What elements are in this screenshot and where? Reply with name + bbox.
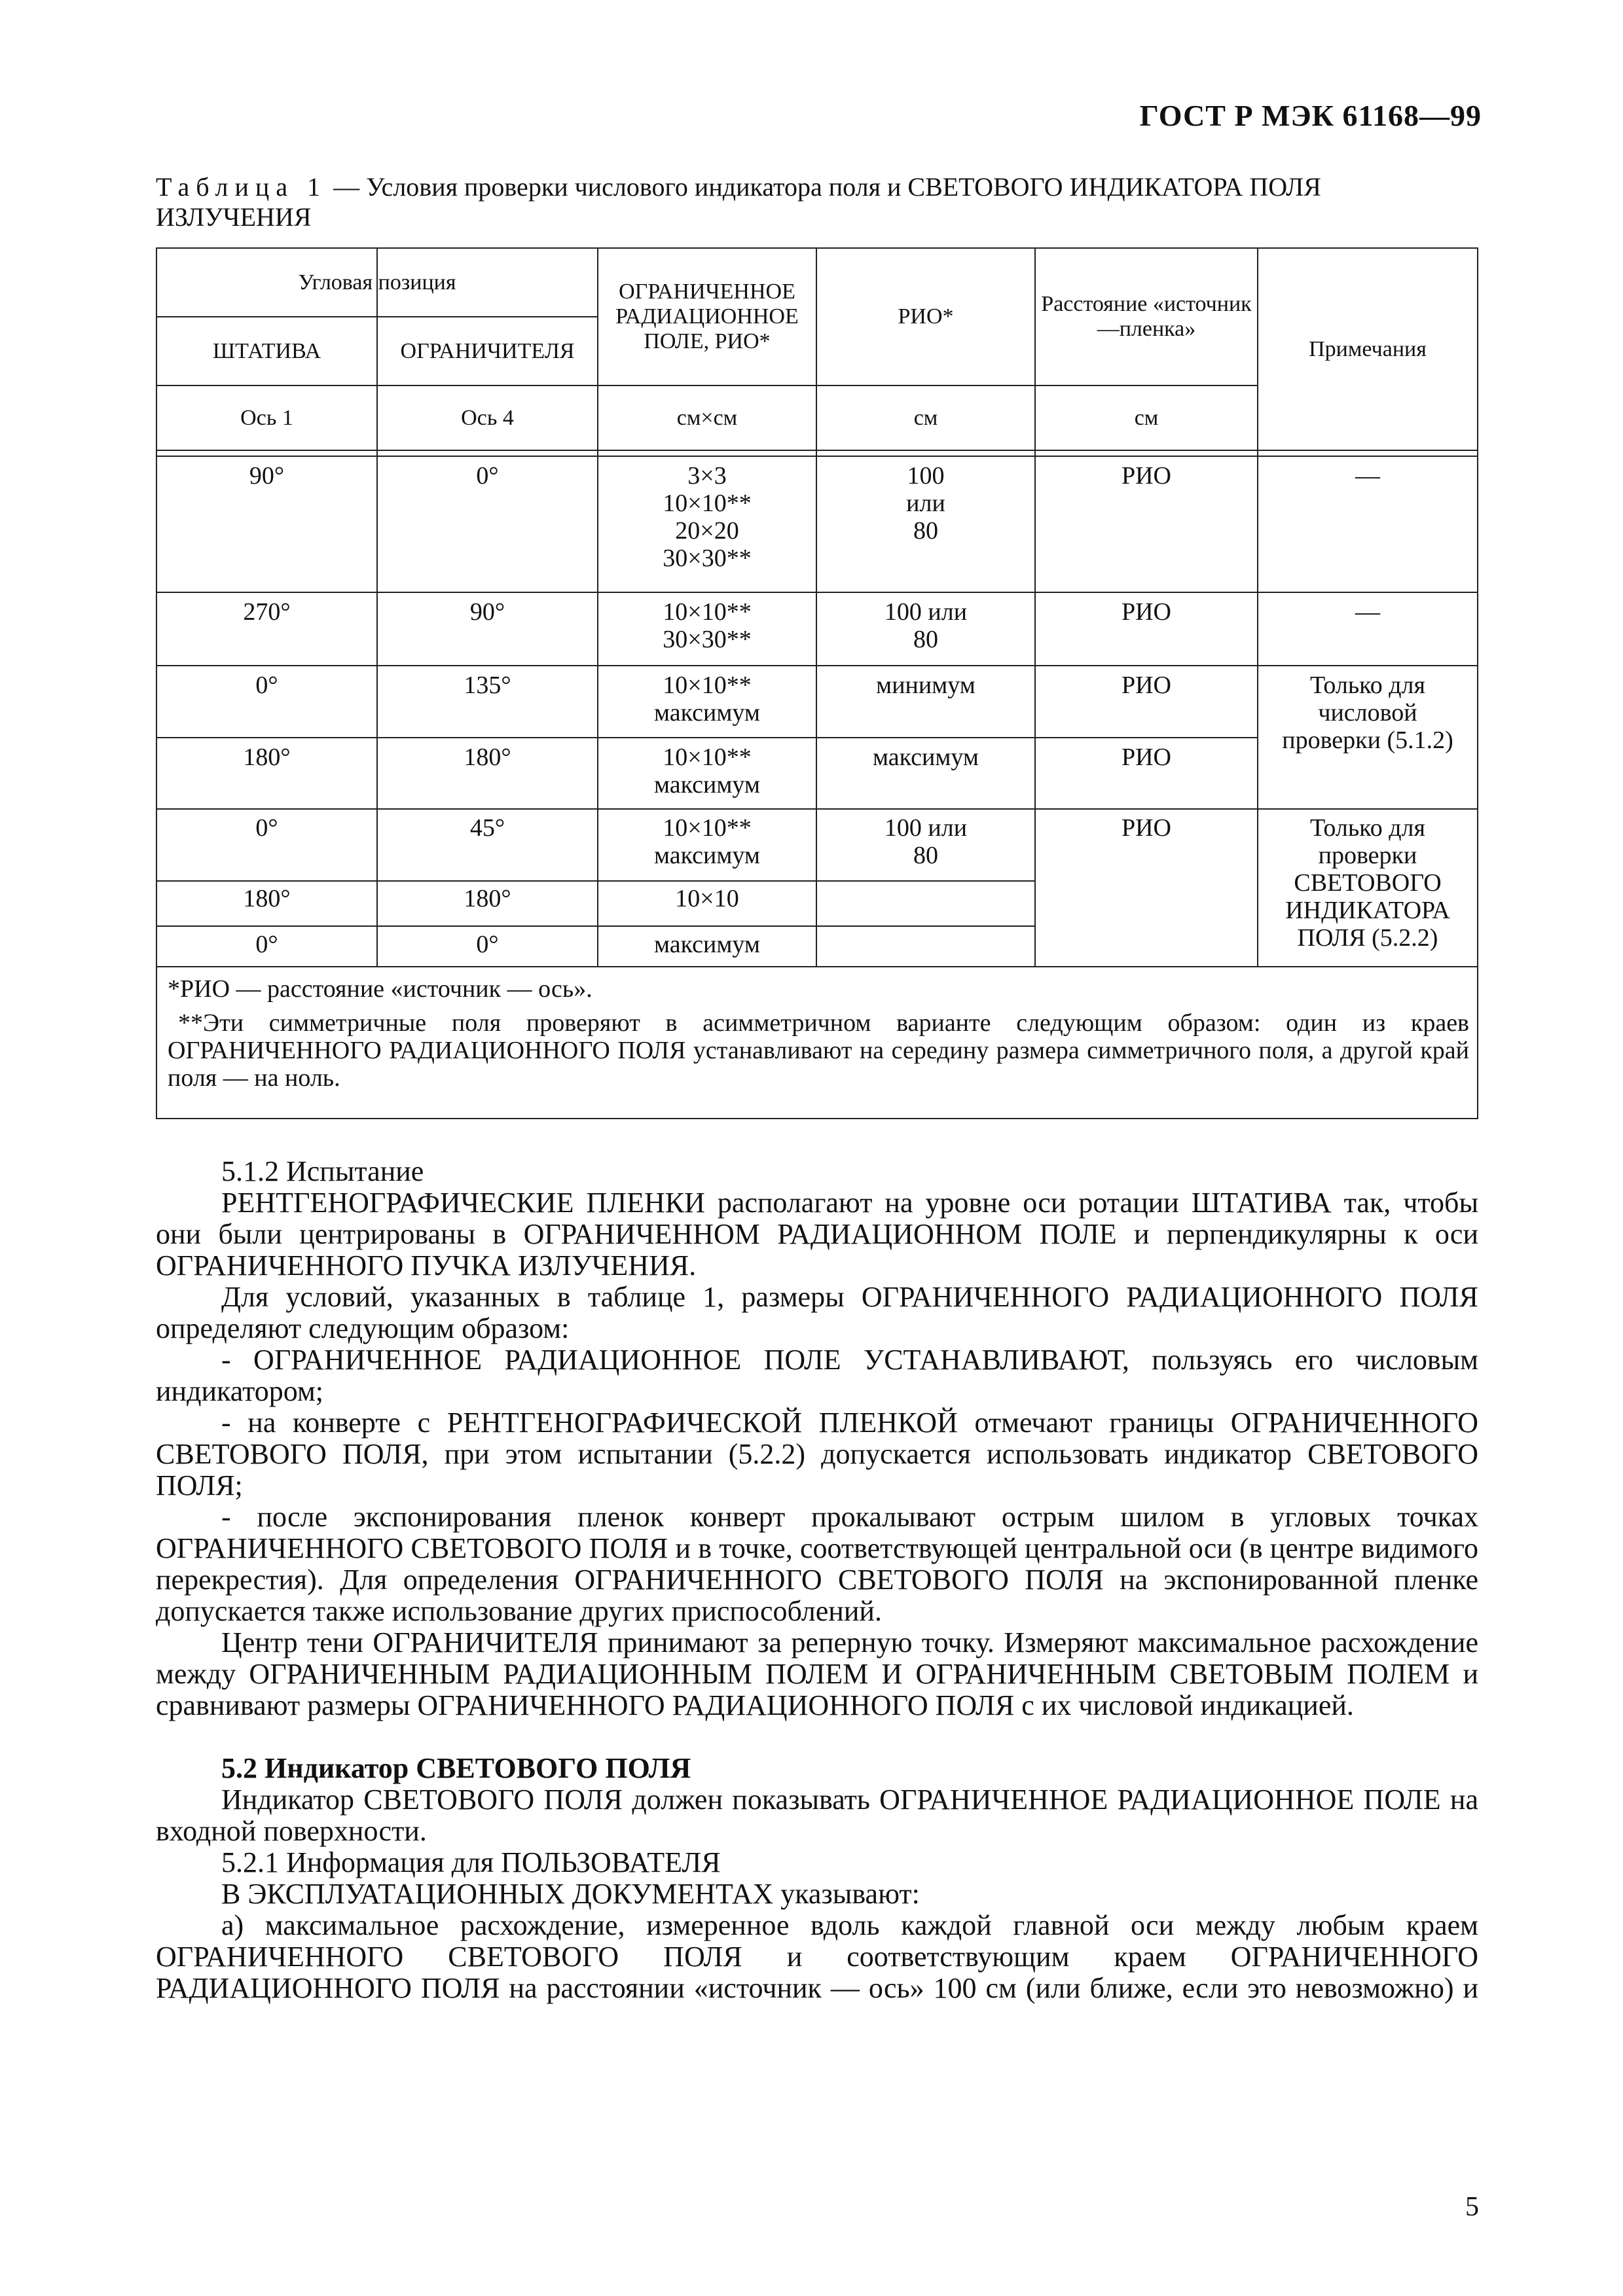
table-cell: 90° (249, 462, 285, 490)
table-cell: максимум (654, 931, 760, 958)
table-footnote-rio: *РИО — расстояние «источник — ось». (168, 975, 593, 1003)
table-caption-text: — Условия проверки числового индикатора поля и СВЕТОВОГО ИНДИКАТОРА ПОЛЯ ИЗЛУЧЕНИЯ (156, 172, 1321, 232)
header-stand: ШТАТИВА (212, 338, 321, 363)
table-cell: РИО (1121, 462, 1172, 490)
table-cell: 0° (255, 814, 278, 842)
paragraph: РЕНТГЕНОГРАФИЧЕСКИЕ ПЛЕНКИ располагают на уровне оси ротации ШТАТИВА так, чтобы они были центрированы в ОГРАНИЧЕННОМ РАДИАЦИОННОМ ПОЛЕ и перпендикулярны к оси ОГРАНИЧЕННОГО ПУЧКА ИЗЛУЧЕНИЯ. (156, 1187, 1478, 1282)
table-cell: 270° (243, 598, 291, 626)
unit-rio: см (913, 405, 938, 430)
section-5-2-1-heading: 5.2.1 Информация для ПОЛЬЗОВАТЕЛЯ (221, 1846, 721, 1878)
table-cell: минимум (876, 672, 976, 699)
table-cell: 10×10** 30×30** (663, 598, 752, 653)
header-notes: Примечания (1309, 336, 1427, 361)
table-cell: 100 или 80 (884, 598, 968, 653)
unit-field: см×см (676, 405, 738, 430)
note-light-check: Только для проверки СВЕТОВОГО ИНДИКАТОРА ПОЛЯ (5.2.2) (1285, 814, 1450, 952)
table-cell: 45° (469, 814, 505, 842)
table-cell: — (1355, 462, 1380, 490)
note-numeric-check: Только для числовой проверки (5.1.2) (1282, 672, 1453, 754)
table-cell: 180° (243, 744, 291, 771)
header-angular-position: Угловая позиция (298, 270, 456, 295)
conditions-table (156, 247, 1478, 1119)
table-cell: 10×10 (675, 885, 739, 912)
table-cell: максимум (873, 744, 979, 771)
list-item: а) максимальное расхождение, измеренное вдоль каждой главной оси между любым краем ОГРАНИЧЕННОГО СВЕТОВОГО ПОЛЯ и соответствующим краем ОГРАНИЧЕННОГО РАДИАЦИОННОГО ПОЛЯ на расстоянии «источник — ось» 100 см (или ближе, если это невозможно) и (156, 1909, 1478, 2004)
paragraph: Центр тени ОГРАНИЧИТЕЛЯ принимают за реперную точку. Измеряют максимальное расхождение между ОГРАНИЧЕННЫМ РАДИАЦИОННЫМ ПОЛЕМ И ОГРАНИЧЕННЫМ СВЕТОВЫМ ПОЛЕМ и сравнивают размеры ОГРАНИЧЕННОГО РАДИАЦИОННОГО ПОЛЯ с их числовой индикацией. (156, 1626, 1478, 1721)
unit-axis1: Ось 1 (240, 405, 293, 430)
section-5-1-2-heading: 5.1.2 Испытание (221, 1155, 424, 1187)
header-field: ОГРАНИЧЕННОЕ РАДИАЦИОННОЕ ПОЛЕ, РИО* (615, 279, 799, 353)
table-cell: 100 или 80 (884, 814, 968, 869)
document-code: ГОСТ Р МЭК 61168—99 (1139, 99, 1482, 132)
list-item: - на конверте с РЕНТГЕНОГРАФИЧЕСКОЙ ПЛЕНКОЙ отмечают границы ОГРАНИЧЕННОГО СВЕТОВОГО ПОЛЯ, при этом испытании (5.2.2) допускается использовать индикатор СВЕТОВОГО ПОЛЯ; (156, 1407, 1478, 1501)
table-caption (156, 172, 1478, 232)
table-cell: РИО (1121, 814, 1172, 842)
table-cell: 180° (464, 744, 511, 771)
table-cell: 3×3 10×10** 20×20 30×30** (663, 462, 752, 572)
table-cell: 0° (255, 672, 278, 699)
paragraph: Индикатор СВЕТОВОГО ПОЛЯ должен показывать ОГРАНИЧЕННОЕ РАДИАЦИОННОЕ ПОЛЕ на входной поверхности. (156, 1784, 1478, 1847)
table-cell: 180° (464, 885, 511, 912)
table-cell: РИО (1121, 744, 1172, 771)
table-cell: 0° (476, 462, 499, 490)
table-cell: РИО (1121, 598, 1172, 626)
table-cell: 10×10** максимум (654, 744, 760, 798)
header-limiter: ОГРАНИЧИТЕЛЯ (400, 338, 575, 363)
paragraph: В ЭКСПЛУАТАЦИОННЫХ ДОКУМЕНТАХ указывают: (221, 1878, 920, 1910)
table-cell: 0° (476, 931, 499, 958)
table-cell: 90° (469, 598, 505, 626)
header-distance: Расстояние «источник—пленка» (1041, 292, 1252, 341)
paragraph: Для условий, указанных в таблице 1, размеры ОГРАНИЧЕННОГО РАДИАЦИОННОГО ПОЛЯ определяют следующим образом: (156, 1281, 1478, 1344)
table-cell: РИО (1121, 672, 1172, 699)
list-item: - после экспонирования пленок конверт прокалывают острым шилом в угловых точках ОГРАНИЧЕННОГО СВЕТОВОГО ПОЛЯ и в точке, соответствующей центральной оси (в центре видимого перекрестия). Для определения ОГРАНИЧЕННОГО СВЕТОВОГО ПОЛЯ на экспонированной пленке допускается также использование других приспособлений. (156, 1501, 1478, 1627)
table-cell: 180° (243, 885, 291, 912)
page-number: 5 (1465, 2192, 1479, 2222)
table-cell: 10×10** максимум (654, 672, 760, 726)
table-caption-lead: Таблица 1 (156, 172, 327, 202)
unit-distance: см (1134, 405, 1159, 430)
table-cell: 10×10** максимум (654, 814, 760, 869)
table-cell: 100 или 80 (906, 462, 945, 545)
table-cell: — (1355, 598, 1380, 626)
header-rio: РИО* (898, 304, 954, 329)
table-cell: 0° (255, 931, 278, 958)
table-footnote-symmetric: **Эти симметричные поля проверяют в асимметричном варианте следующим образом: один из краев ОГРАНИЧЕННОГО РАДИАЦИОННОГО ПОЛЯ устанавливают на середину размера симметричного поля, а другой край поля — на ноль. (168, 1009, 1469, 1092)
list-item: - ОГРАНИЧЕННОЕ РАДИАЦИОННОЕ ПОЛЕ УСТАНАВЛИВАЮТ, пользуясь его числовым индикатором; (156, 1344, 1478, 1407)
unit-axis4: Ось 4 (461, 405, 514, 430)
table-cell: 135° (464, 672, 511, 699)
section-5-2-heading: 5.2 Индикатор СВЕТОВОГО ПОЛЯ (221, 1752, 691, 1784)
